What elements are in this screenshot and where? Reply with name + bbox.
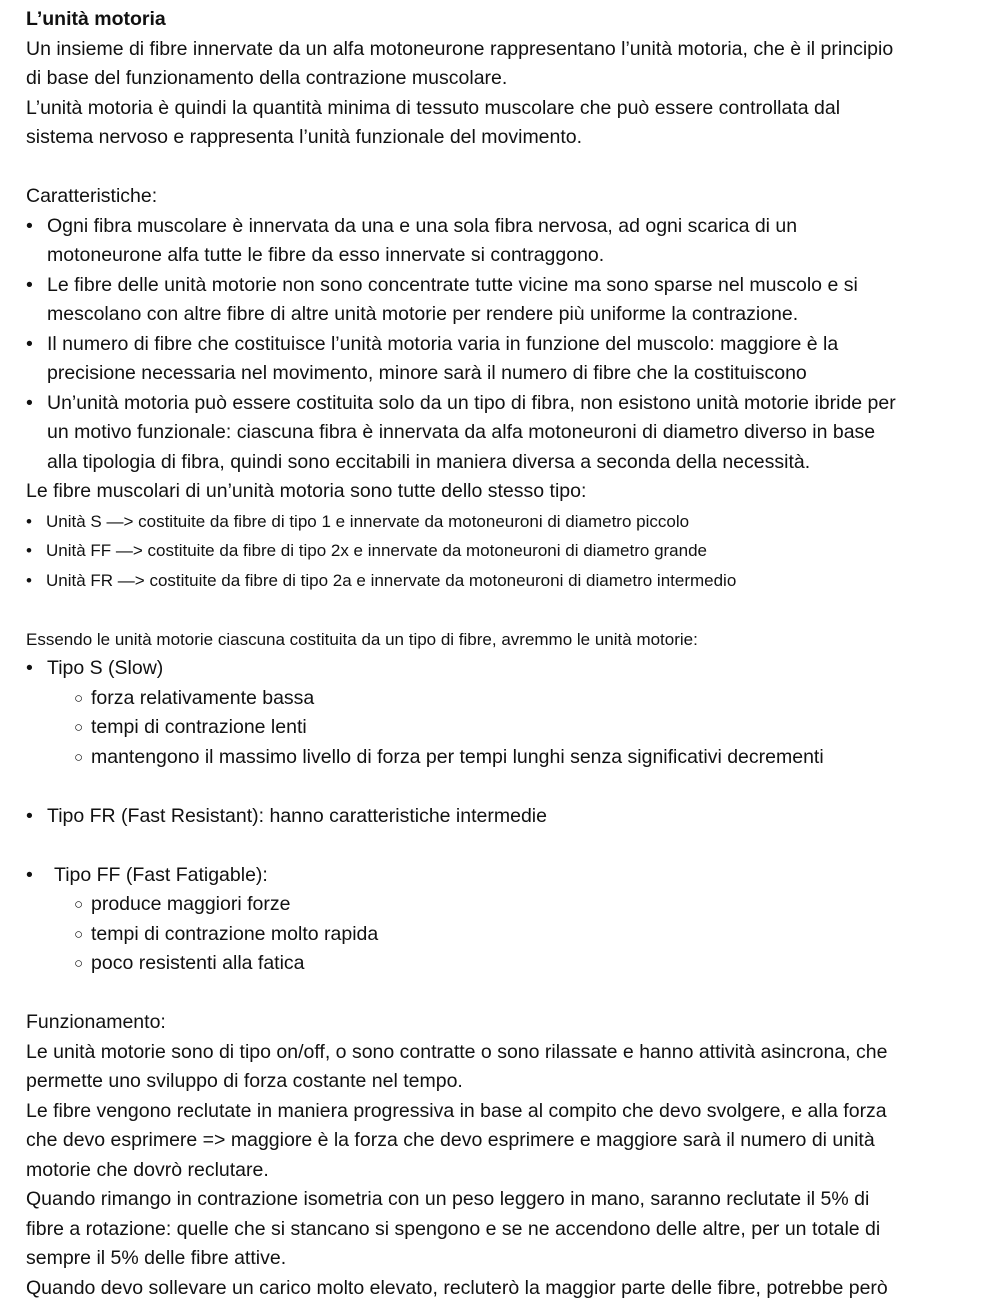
- list-item-line: Ogni fibra muscolare è innervata da una e una sola fibra nervosa, ad ogni scarica di un: [47, 214, 798, 237]
- circle-bullet-icon: ○: [74, 896, 84, 913]
- tipo-ff-sublist: [26, 890, 981, 979]
- bullet-icon: •: [26, 804, 33, 827]
- tipo-s-sublist: [26, 684, 981, 773]
- list-item: [26, 566, 981, 596]
- sub-list-item-text: tempi di contrazione molto rapida: [91, 922, 379, 945]
- sub-list-item: [26, 949, 981, 979]
- paragraph-line: permette uno sviluppo di forza costante nel tempo.: [26, 1070, 463, 1092]
- spacer: [26, 772, 981, 802]
- list-item-line: alla tipologia di fibra, quindi sono eccitabili in maniera diversa a seconda della necessità.: [47, 450, 811, 473]
- funzionamento-heading: Funzionamento:: [26, 1011, 166, 1033]
- sub-list-item: [26, 890, 981, 920]
- spacer: [26, 979, 981, 1009]
- document-page: [26, 5, 981, 1303]
- bullet-icon: •: [26, 391, 33, 414]
- bullet-icon: •: [26, 570, 32, 590]
- circle-bullet-icon: ○: [74, 955, 84, 972]
- list-item-line: un motivo funzionale: ciascuna fibra è innervata da alfa motoneuroni di diametro diverso in base: [47, 421, 876, 443]
- list-item-line: Un’unità motoria può essere costituita solo da un tipo di fibra, non esistono unità motorie ibride per: [47, 391, 896, 414]
- list-item-line: precisione necessaria nel movimento, minore sarà il numero di fibre che la costituiscono: [47, 362, 807, 384]
- list-item-text: Unità FF —> costituite da fibre di tipo 2x e innervate da motoneuroni di diametro grande: [46, 541, 707, 560]
- intro-line: di base del funzionamento della contrazione muscolare.: [26, 67, 508, 89]
- paragraph-line: Quando rimango in contrazione isometria con un peso leggero in mano, saranno reclutate il 5% di: [26, 1188, 870, 1210]
- intro-line: L’unità motoria è quindi la quantità minima di tessuto muscolare che può essere controllata dal: [26, 96, 841, 119]
- list-item: [26, 389, 981, 478]
- tipo-s-item: [26, 654, 981, 684]
- bullet-icon: •: [26, 541, 32, 560]
- caratteristiche-list: [26, 212, 981, 478]
- list-item-line: Le fibre delle unità motorie non sono concentrate tutte vicine ma sono sparse nel muscolo e si: [47, 273, 858, 296]
- caratteristiche-heading: Caratteristiche:: [26, 185, 158, 207]
- tipi-fibre-heading: Le fibre muscolari di un’unità motoria sono tutte dello stesso tipo:: [26, 480, 587, 502]
- tipo-s-label: Tipo S (Slow): [47, 657, 164, 679]
- paragraph-line: che devo esprimere => maggiore è la forza che devo esprimere e maggiore sarà il numero di unità: [26, 1129, 875, 1151]
- paragraph-line: Le unità motorie sono di tipo on/off, o sono contratte o sono rilassate e hanno attività asincrona, che: [26, 1040, 888, 1063]
- list-item: [26, 536, 981, 566]
- tipi-fibre-list: [26, 507, 981, 596]
- list-item-text: Unità S —> costituite da fibre di tipo 1 e innervate da motoneuroni di diametro piccolo: [46, 511, 690, 531]
- tipo-ff-label: Tipo FF (Fast Fatigable):: [54, 863, 268, 886]
- list-item: [26, 271, 981, 330]
- circle-bullet-icon: ○: [74, 719, 84, 736]
- bullet-icon: •: [26, 273, 33, 296]
- tipo-fr-item: [26, 802, 981, 832]
- spacer: [26, 831, 981, 861]
- intro-paragraph: [26, 35, 981, 153]
- document-title: L’unità motoria: [26, 8, 166, 30]
- bullet-icon: •: [26, 332, 33, 355]
- tipo-ff-item: [26, 861, 981, 891]
- circle-bullet-icon: ○: [74, 748, 84, 766]
- intro-line: sistema nervoso e rappresenta l’unità funzionale del movimento.: [26, 126, 583, 148]
- sub-list-item: [26, 713, 981, 743]
- unita-motorie-heading: Essendo le unità motorie ciascuna costituita da un tipo di fibre, avremmo le unità motorie:: [26, 629, 698, 649]
- list-item: [26, 212, 981, 271]
- list-item-line: Il numero di fibre che costituisce l’unità motoria varia in funzione del muscolo: maggiore è la: [47, 332, 839, 355]
- sub-list-item-text: mantengono il massimo livello di forza per tempi lunghi senza significativi decrementi: [91, 745, 824, 768]
- sub-list-item: [26, 684, 981, 714]
- list-item: [26, 507, 981, 537]
- funzionamento-paragraph: [26, 1038, 981, 1304]
- sub-list-item-text: poco resistenti alla fatica: [91, 952, 305, 974]
- paragraph-line: sempre il 5% delle fibre attive.: [26, 1247, 287, 1269]
- list-item-text: Unità FR —> costituite da fibre di tipo 2a e innervate da motoneuroni di diametro intermedio: [46, 570, 737, 590]
- bullet-icon: •: [26, 214, 33, 237]
- list-item: [26, 330, 981, 389]
- sub-list-item: [26, 920, 981, 950]
- intro-line: Un insieme di fibre innervate da un alfa motoneurone rappresentano l’unità motoria, che è il principio: [26, 37, 894, 60]
- list-item-line: motoneurone alfa tutte le fibre da esso innervate si contraggono.: [47, 244, 605, 266]
- spacer: [26, 153, 981, 183]
- spacer: [26, 595, 981, 625]
- circle-bullet-icon: ○: [74, 689, 84, 707]
- bullet-icon: •: [26, 863, 33, 886]
- sub-list-item: [26, 743, 981, 773]
- list-item-line: mescolano con altre fibre di altre unità motorie per rendere più uniforme la contrazione.: [47, 303, 799, 325]
- tipo-fr-label: Tipo FR (Fast Resistant): hanno caratteristiche intermedie: [47, 804, 547, 827]
- sub-list-item-text: forza relativamente bassa: [91, 686, 315, 709]
- paragraph-line: fibre a rotazione: quelle che si stancano si spengono e se ne accendono delle altre, per un totale di: [26, 1217, 881, 1240]
- bullet-icon: •: [26, 657, 33, 679]
- paragraph-line: Quando devo sollevare un carico molto elevato, recluterò la maggior parte delle fibre, potrebbe però: [26, 1276, 888, 1299]
- sub-list-item-text: produce maggiori forze: [91, 893, 291, 915]
- sub-list-item-text: tempi di contrazione lenti: [91, 716, 307, 738]
- paragraph-line: Le fibre vengono reclutate in maniera progressiva in base al compito che devo svolgere, e alla forza: [26, 1099, 887, 1122]
- circle-bullet-icon: ○: [74, 925, 84, 943]
- paragraph-line: motorie che dovrò reclutare.: [26, 1158, 269, 1181]
- bullet-icon: •: [26, 511, 32, 531]
